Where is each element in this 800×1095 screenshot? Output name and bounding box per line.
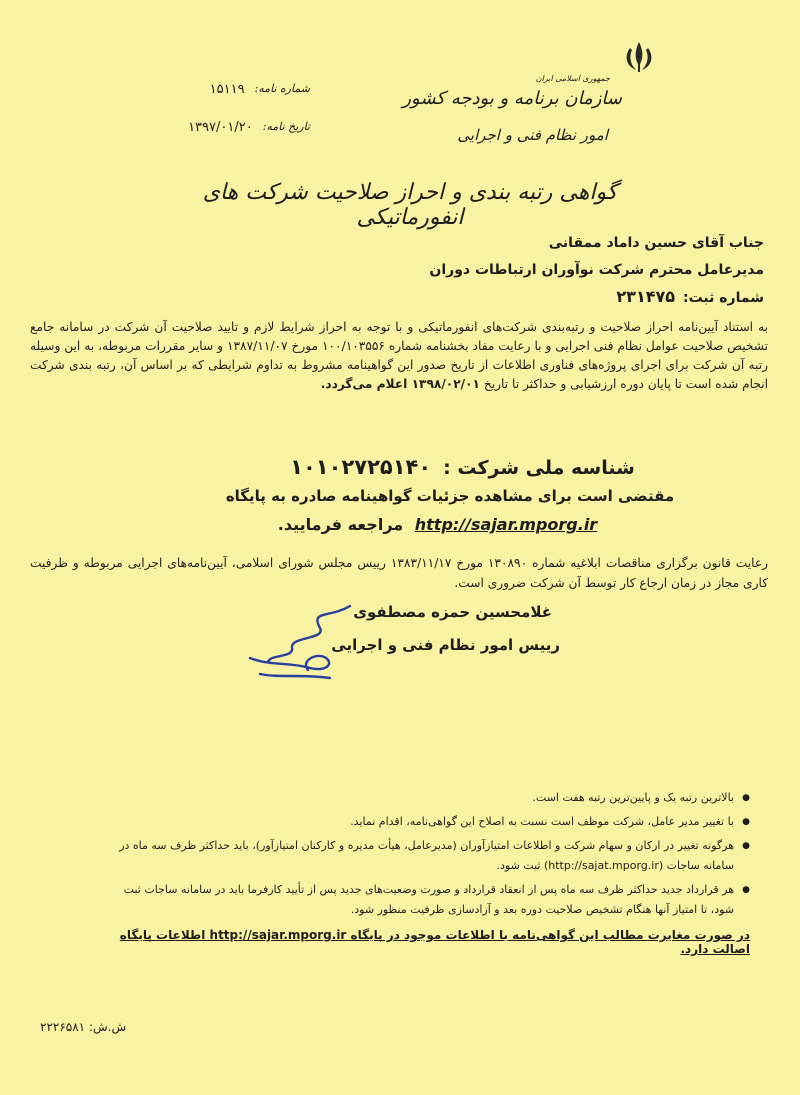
note-item: ● هرگونه تغییر در ارکان و سهام شرکت و اطلاعات امتیازآوران (مدیرعامل، هیأت مدیره و کارکنان امتیازآور)، باید حداکثر ظرف سه ماه در سامانه ساجات (http://sajat.mporg.ir) ثبت شود. — [110, 836, 750, 876]
letter-number-row — [110, 82, 310, 97]
portal-url-row — [200, 515, 675, 534]
note-item: ● هر قرارداد جدید حداکثر ظرف سه ماه پس از انعقاد قرارداد و صورت وضعیت‌های جدید پس از تأیید کارفرما باید در سامانه ساجات ثبت شود، تا امتیاز آنها هنگام تشخیص صلاحیت دوره بعد و آزادسازی ظرفیت منظور شود. — [110, 880, 750, 920]
certificate-title: گواهی رتبه بندی و احراز صلاحیت شرکت های انفورماتیکی — [202, 180, 618, 230]
signatory-name: غلامحسین حمزه مصطفوی — [353, 603, 552, 621]
letter-date-value: ۱۳۹۷/۰۱/۲۰ — [188, 120, 253, 135]
registration-number: ۲۳۱۴۷۵ — [616, 287, 675, 306]
recipient-name: جناب آقای حسین داماد ممقانی — [548, 235, 764, 251]
body-paragraph — [30, 318, 768, 394]
notes-list — [110, 788, 750, 920]
letter-date-row — [110, 120, 310, 135]
portal-url-link[interactable]: http://sajar.mporg.ir — [414, 515, 598, 534]
legal-paragraph: رعایت قانون برگزاری مناقصات ابلاغیه شماره ۱۳۰۸۹۰ مورخ ۱۳۸۳/۱۱/۱۷ رییس مجلس شورای اسلامی، آیین‌نامه‌های اجرایی مربوطه و ظرفیت کاری مجاز در زمان ارجاع کار توسط آن شرکت ضروری است. — [30, 556, 768, 590]
note-item: ● بالاترین رتبه یک و پایین‌ترین رتبه هفت است. — [110, 788, 750, 808]
national-id-value: ۱۰۱۰۲۷۲۵۱۴۰ — [290, 455, 432, 479]
letter-number-label: شماره نامه: — [254, 82, 310, 95]
department-name: امور نظام فنی و اجرایی — [457, 126, 608, 144]
letter-date-label: تاریخ نامه: — [262, 120, 310, 133]
signatory-position: رییس امور نظام فنی و اجرایی — [331, 636, 560, 654]
note-item: ● با تغییر مدیر عامل، شرکت موظف است نسبت به اصلاح این گواهی‌نامه، اقدام نماید. — [110, 812, 750, 832]
signature-icon — [230, 588, 370, 688]
republic-label: جمهوری اسلامی ایران — [535, 74, 610, 83]
emblem-icon — [618, 40, 660, 74]
national-id-label: شناسه ملی شرکت : — [443, 457, 635, 479]
serial-number: ش.ش: ۲۲۲۶۵۸۱ — [40, 1020, 127, 1034]
portal-notice: مقتضی است برای مشاهده جزئیات گواهینامه صادره به پایگاه — [225, 487, 675, 505]
body-text-end: ۱۳۹۸/۰۲/۰۱ اعلام می‌گردد. — [320, 377, 480, 391]
registration-label: شماره ثبت: — [683, 290, 764, 306]
recipient-position: مدیرعامل محترم شرکت نوآوران ارتباطات دوران — [429, 262, 764, 278]
portal-url-suffix: مراجعه فرمایید. — [277, 515, 404, 534]
letter-number-value: ۱۵۱۱۹ — [209, 82, 245, 97]
body-text: به استناد آیین‌نامه احراز صلاحیت و رتبه‌بندی شرکت‌های انفورماتیکی و با توجه به احراز شرایط لازم و تایید صلاحیت آن شرکت در سامانه جامع تشخیص صلاحیت عوامل نظام فنی اجرایی و با رعایت مفاد بخشنامه شماره ۱۰۰/۱۰۳۵۵۶ مورخ ۱۳۸۷/۱۱/۰۷ و سایر مقررات مربوطه، به این وسیله رتبه آن شرکت برای اجرای پروژه‌های فناوری اطلاعات از تاریخ صدور این گواهینامه مشروط به تداوم شرایطی که بر اساس آن، رتبه بندی شرکت انجام شده است تا پایان دوره ارزشیابی و حداکثر تا تاریخ — [30, 320, 768, 391]
registration-row — [616, 287, 764, 306]
organization-name: سازمان برنامه و بودجه کشور — [402, 88, 622, 109]
validity-warning: در صورت مغایرت مطالب این گواهی‌نامه با اطلاعات موجود در پایگاه http://sajar.mporg.ir اطلاعات پایگاه اصالت دارد. — [119, 928, 750, 956]
national-id-row — [180, 455, 745, 479]
